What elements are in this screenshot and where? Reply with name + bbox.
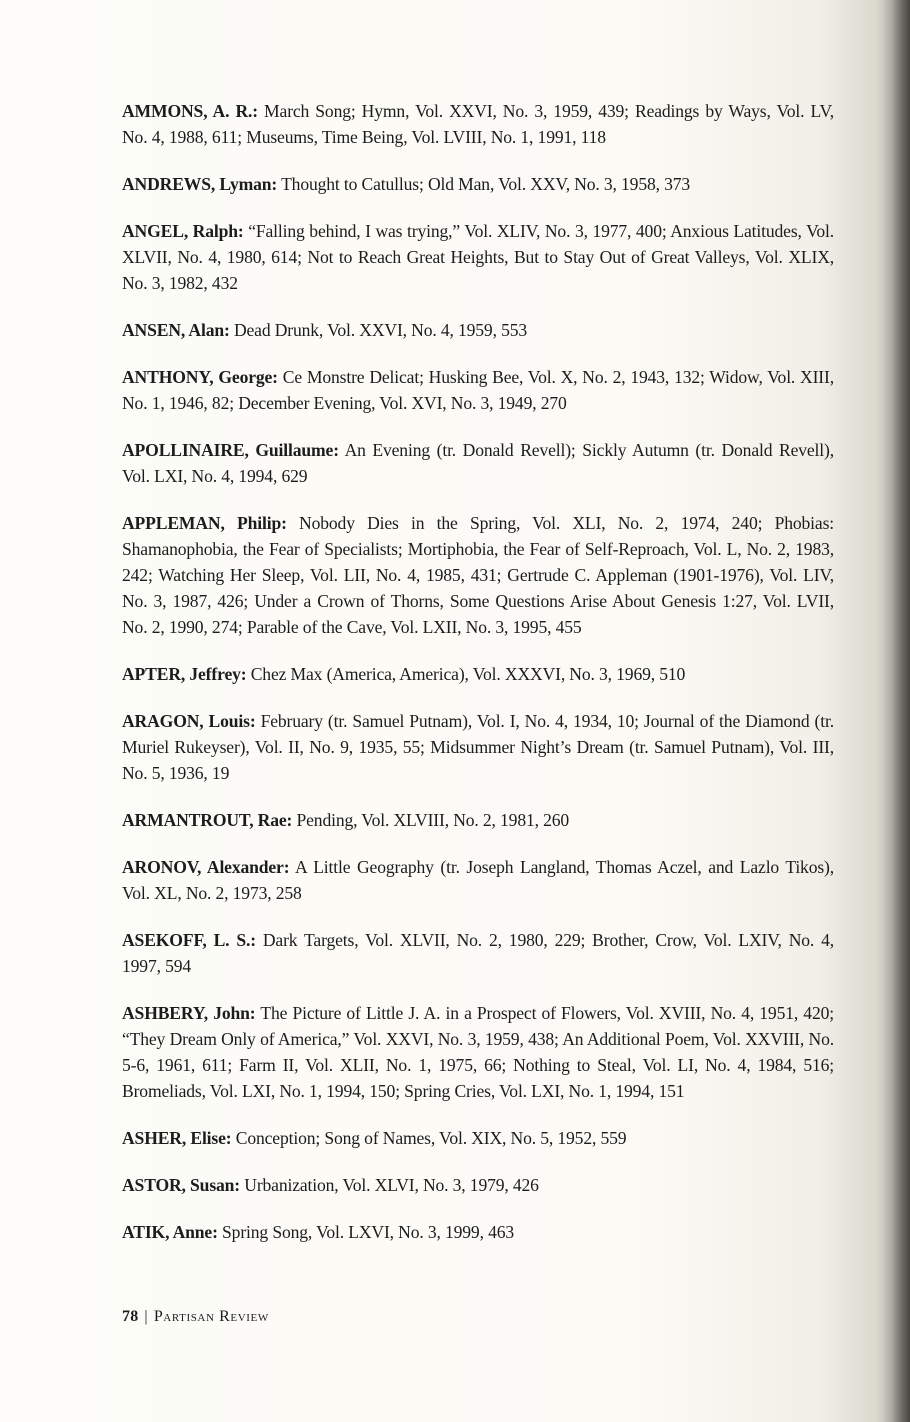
author-name: ANDREWS, Lyman: [122, 174, 278, 194]
index-entry [122, 927, 834, 979]
entry-text: February (tr. Samuel Putnam), Vol. I, No. 4, 1934, 10; Journal of the Diamond (tr. Muriel Rukeyser), Vol. II, No. 9, 1935, 55; Midsummer Night’s Dream (tr. Samuel Putnam), Vol. III, No. 5, 1936, 19 [122, 711, 834, 783]
entry-text: Conception; Song of Names, Vol. XIX, No. 5, 1952, 559 [231, 1128, 627, 1148]
entry-text: Dark Targets, Vol. XLVII, No. 2, 1980, 229; Brother, Crow, Vol. LXIV, No. 4, 1997, 594 [122, 930, 834, 976]
author-name: ARAGON, Louis: [122, 711, 256, 731]
entry-text: Ce Monstre Delicat; Husking Bee, Vol. X, No. 2, 1943, 132; Widow, Vol. XIII, No. 1, 1946, 82; December Evening, Vol. XVI, No. 3, 1949, 270 [122, 367, 834, 413]
index-entry [122, 1000, 834, 1104]
index-entries [122, 98, 834, 1266]
entry-text: Nobody Dies in the Spring, Vol. XLI, No. 2, 1974, 240; Phobias: Shamanophobia, the Fear of Specialists; Mortiphobia, the Fear of Self-Reproach, Vol. L, No. 2, 1983, 242; Watching Her Sleep, Vol. LII, No. 4, 1985, 431; Gertrude C. Appleman (1901-1976), Vol. LIV, No. 3, 1987, 426; Under a Crown of Thorns, Some Questions Arise About Genesis 1:27, Vol. LVII, No. 2, 1990, 274; Parable of the Cave, Vol. LXII, No. 3, 1995, 455 [122, 513, 834, 637]
index-entry [122, 364, 834, 416]
index-entry [122, 218, 834, 296]
author-name: ARONOV, Alexander: [122, 857, 290, 877]
binding-shadow [876, 0, 910, 1422]
index-entry [122, 317, 834, 343]
index-entry [122, 708, 834, 786]
entry-text: “Falling behind, I was trying,” Vol. XLIV, No. 3, 1977, 400; Anxious Latitudes, Vol. XLVII, No. 4, 1980, 614; Not to Reach Great Heights, But to Stay Out of Great Valleys, Vol. XLIX, No. 3, 1982, 432 [122, 221, 835, 293]
index-entry [122, 171, 834, 197]
footer-separator: | [144, 1308, 148, 1325]
author-name: ANTHONY, George: [122, 367, 278, 387]
entry-text: A Little Geography (tr. Joseph Langland, Thomas Aczel, and Lazlo Tikos), Vol. XL, No. 2, 1973, 258 [122, 857, 835, 903]
index-entry [122, 1125, 834, 1151]
entry-text: The Picture of Little J. A. in a Prospect of Flowers, Vol. XVIII, No. 4, 1951, 420; “They Dream Only of America,” Vol. XXVI, No. 3, 1959, 438; An Additional Poem, Vol. XXVIII, No. 5-6, 1961, 611; Farm II, Vol. XLII, No. 1, 1975, 66; Nothing to Steal, Vol. LI, No. 4, 1984, 516; Bromeliads, Vol. LXI, No. 1, 1994, 150; Spring Cries, Vol. LXI, No. 1, 1994, 151 [122, 1003, 834, 1101]
entry-text: Thought to Catullus; Old Man, Vol. XXV, No. 3, 1958, 373 [277, 174, 691, 194]
page-number: 78 [122, 1308, 139, 1325]
author-name: APTER, Jeffrey: [122, 664, 247, 684]
author-name: APOLLINAIRE, Guillaume: [122, 440, 339, 460]
entry-text: March Song; Hymn, Vol. XXVI, No. 3, 1959, 439; Readings by Ways, Vol. LV, No. 4, 1988, 611; Museums, Time Being, Vol. LVIII, No. 1, 1991, 118 [122, 101, 834, 147]
author-name: ASTOR, Susan: [122, 1175, 241, 1195]
entry-text: An Evening (tr. Donald Revell); Sickly Autumn (tr. Donald Revell), Vol. LXI, No. 4, 1994, 629 [122, 440, 834, 486]
index-entry [122, 437, 834, 489]
page-footer [122, 1306, 269, 1328]
entry-text: Spring Song, Vol. LXVI, No. 3, 1999, 463 [217, 1222, 515, 1242]
entry-text: Chez Max (America, America), Vol. XXXVI, No. 3, 1969, 510 [246, 664, 686, 684]
author-name: ANGEL, Ralph: [122, 221, 244, 241]
entry-text: Urbanization, Vol. XLVI, No. 3, 1979, 426 [240, 1175, 539, 1195]
index-entry [122, 1172, 834, 1198]
author-name: ANSEN, Alan: [122, 320, 230, 340]
index-entry [122, 807, 834, 833]
index-entry [122, 1219, 834, 1245]
author-name: ATIK, Anne: [122, 1222, 218, 1242]
author-name: ARMANTROUT, Rae: [122, 810, 293, 830]
entry-text: Dead Drunk, Vol. XXVI, No. 4, 1959, 553 [229, 320, 528, 340]
author-name: ASEKOFF, L. S.: [122, 930, 256, 950]
index-entry [122, 854, 834, 906]
journal-name: Partisan Review [153, 1308, 269, 1325]
index-entry [122, 661, 834, 687]
author-name: APPLEMAN, Philip: [122, 513, 287, 533]
index-entry [122, 510, 834, 640]
index-entry [122, 98, 834, 150]
author-name: AMMONS, A. R.: [122, 101, 258, 121]
author-name: ASHER, Elise: [122, 1128, 232, 1148]
entry-text: Pending, Vol. XLVIII, No. 2, 1981, 260 [292, 810, 570, 830]
author-name: ASHBERY, John: [122, 1003, 256, 1023]
